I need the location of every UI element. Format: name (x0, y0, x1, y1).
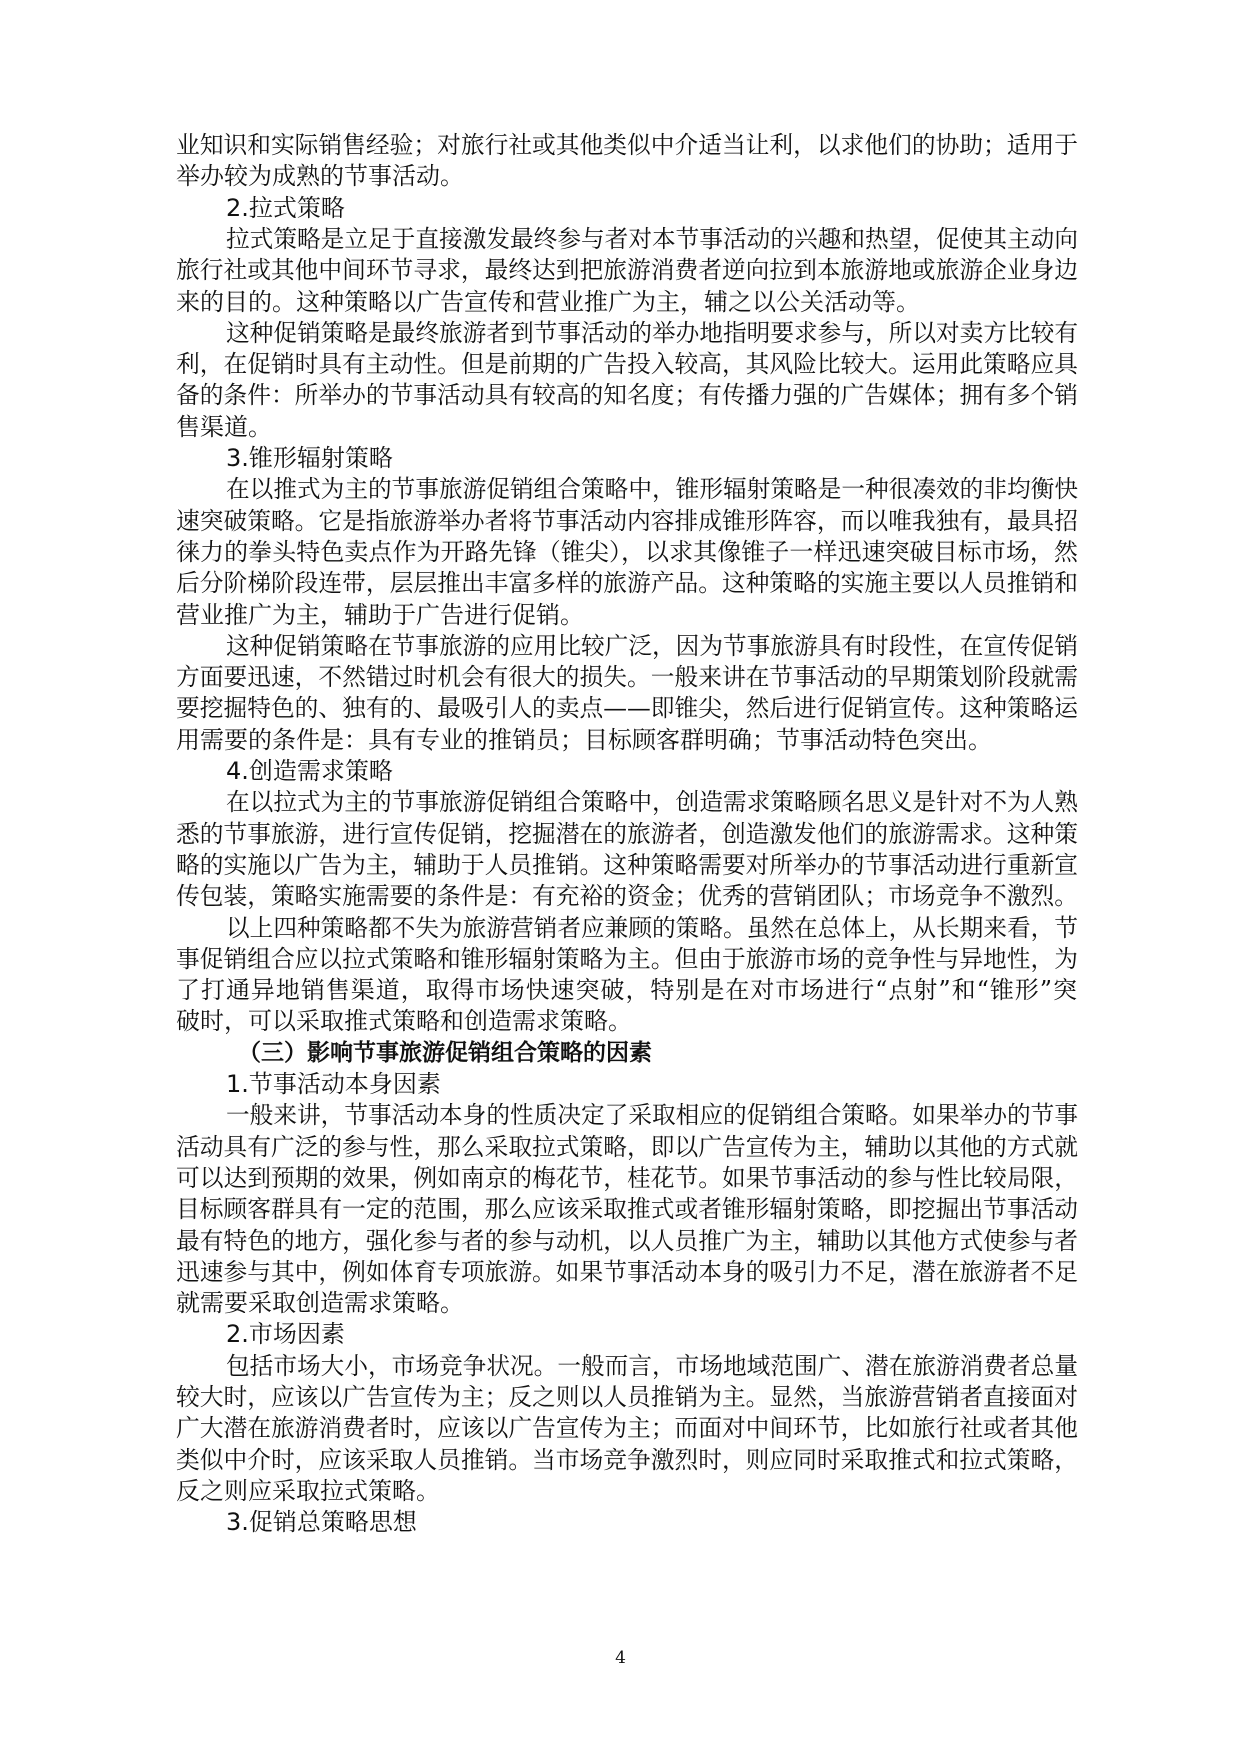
paragraph-line: 这种促销策略在节事旅游的应用比较广泛，因为节事旅游具有时段性，在宣传促销 (226, 631, 1078, 660)
paragraph-line: 备的条件：所举办的节事活动具有较高的知名度；有传播力强的广告媒体；拥有多个销 (176, 381, 1078, 410)
paragraph-line: 后分阶梯阶段连带，层层推出丰富多样的旅游产品。这种策略的实施主要以人员推销和 (176, 569, 1078, 598)
subsection-heading: 3.锥形辐射策略 (226, 444, 393, 472)
paragraph-line: 在以拉式为主的节事旅游促销组合策略中，创造需求策略顾名思义是针对不为人熟 (226, 788, 1078, 817)
paragraph-line: 传包装，策略实施需要的条件是：有充裕的资金；优秀的营销团队；市场竞争不激烈。 (176, 882, 1078, 911)
paragraph-line: 一般来讲，节事活动本身的性质决定了采取相应的促销组合策略。如果举办的节事 (226, 1101, 1078, 1130)
paragraph-line: 最有特色的地方，强化参与者的参与动机，以人员推广为主，辅助以其他方式使参与者 (176, 1226, 1078, 1255)
paragraph-line: 方面要迅速，不然错过时机会有很大的损失。一般来讲在节事活动的早期策划阶段就需 (176, 663, 1078, 692)
paragraph-line: 广大潜在旅游消费者时，应该以广告宣传为主；而面对中间环节，比如旅行社或者其他 (176, 1414, 1078, 1443)
paragraph-line: 略的实施以广告为主，辅助于人员推销。这种策略需要对所举办的节事活动进行重新宣 (176, 850, 1078, 879)
paragraph-line: 要挖掘特色的、独有的、最吸引人的卖点——即锥尖，然后进行促销宣传。这种策略运 (176, 694, 1078, 723)
paragraph-line: 事促销组合应以拉式策略和锥形辐射策略为主。但由于旅游市场的竞争性与异地性，为 (176, 944, 1078, 973)
paragraph-line: 业知识和实际销售经验；对旅行社或其他类似中介适当让利，以求他们的协助；适用于 (176, 131, 1078, 159)
paragraph-line: 迅速参与其中，例如体育专项旅游。如果节事活动本身的吸引力不足，潜在旅游者不足 (176, 1257, 1078, 1286)
subsection-heading: 1.节事活动本身因素 (226, 1070, 441, 1098)
paragraph-line: 较大时，应该以广告宣传为主；反之则以人员推销为主。显然，当旅游营销者直接面对 (176, 1383, 1078, 1411)
paragraph-line: 营业推广为主，辅助于广告进行促销。 (176, 600, 584, 629)
subsection-heading: 4.创造需求策略 (226, 757, 393, 785)
paragraph-line: 就需要采取创造需求策略。 (176, 1289, 464, 1318)
paragraph-line: 悉的节事旅游，进行宣传促销，挖掘潜在的旅游者，创造激发他们的旅游需求。这种策 (176, 819, 1078, 848)
paragraph-line: 徕力的拳头特色卖点作为开路先锋（锥尖），以求其像锥子一样迅速突破目标市场，然 (176, 537, 1078, 566)
paragraph-line: 举办较为成熟的节事活动。 (176, 162, 464, 191)
paragraph-line: 速突破策略。它是指旅游举办者将节事活动内容排成锥形阵容，而以唯我独有，最具招 (176, 506, 1078, 535)
paragraph-line: 了打通异地销售渠道，取得市场快速突破，特别是在对市场进行“点射”和“锥形”突 (176, 976, 1078, 1005)
paragraph-line: 破时，可以采取推式策略和创造需求策略。 (176, 1007, 632, 1036)
page-number: 4 (615, 1648, 626, 1668)
paragraph-line: 在以推式为主的节事旅游促销组合策略中，锥形辐射策略是一种很凑效的非均衡快 (226, 475, 1078, 504)
paragraph-line: 售渠道。 (176, 412, 272, 441)
paragraph-line: 以上四种策略都不失为旅游营销者应兼顾的策略。虽然在总体上，从长期来看，节 (226, 913, 1078, 942)
paragraph-line: 包括市场大小，市场竞争状况。一般而言，市场地域范围广、潜在旅游消费者总量 (226, 1351, 1078, 1380)
paragraph-line: 反之则应采取拉式策略。 (176, 1476, 440, 1505)
paragraph-line: 目标顾客群具有一定的范围，那么应该采取推式或者锥形辐射策略，即挖掘出节事活动 (176, 1195, 1078, 1224)
paragraph-line: 利，在促销时具有主动性。但是前期的广告投入较高，其风险比较大。运用此策略应具 (176, 350, 1078, 379)
subsection-heading: 3.促销总策略思想 (226, 1508, 417, 1537)
subsection-heading: 2.拉式策略 (226, 193, 345, 222)
paragraph-line: 活动具有广泛的参与性，那么采取拉式策略，即以广告宣传为主，辅助以其他的方式就 (176, 1132, 1078, 1161)
paragraph-line: 来的目的。这种策略以广告宣传和营业推广为主，辅之以公关活动等。 (176, 287, 920, 316)
paragraph-line: 旅行社或其他中间环节寻求，最终达到把旅游消费者逆向拉到本旅游地或旅游企业身边 (176, 256, 1078, 285)
subsection-heading: 2.市场因素 (226, 1320, 345, 1349)
paragraph-line: 用需要的条件是：具有专业的推销员；目标顾客群明确；节事活动特色突出。 (176, 725, 992, 754)
paragraph-line: 拉式策略是立足于直接激发最终参与者对本节事活动的兴趣和热望，促使其主动向 (226, 224, 1078, 253)
paragraph-line: 类似中介时，应该采取人员推销。当市场竞争激烈时，则应同时采取推式和拉式策略， (176, 1445, 1078, 1474)
section-heading: （三）影响节事旅游促销组合策略的因素 (238, 1039, 652, 1066)
paragraph-line: 这种促销策略是最终旅游者到节事活动的举办地指明要求参与，所以对卖方比较有 (226, 318, 1078, 347)
paragraph-line: 可以达到预期的效果，例如南京的梅花节，桂花节。如果节事活动的参与性比较局限， (176, 1163, 1078, 1192)
